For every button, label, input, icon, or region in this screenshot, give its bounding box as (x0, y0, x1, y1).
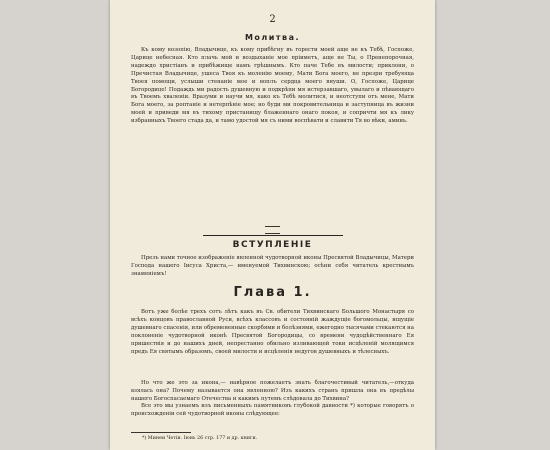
prayer-text: Къ кому возопiю, Владычице, къ кому прибѣгну въ горести моей аще не къ Тебѣ, Госпоже, Царице небесная. Кто плачь мой и воздыханiе мое прiиметъ, аще не Ты, о Пренепорочная, надеждо христiанъ и прибѣжище намъ грѣшнымъ. Кто паче Тебе въ милости; приклони, о Пречистая Владычице, ушеса Твоя къ моленiю моему, Мати Бога моего, не презри требующа Твоея помощи, услыши стенанiе мое и воплъ сердца моего внуши. О, Госпоже, Царице Богородице! Подаждь ми радость душевную и подкрѣпи мя истерзавшаго, увылаго и пѣвающаго въ Твоемъ хваленiи. Вразуми и научи мя, како къ Тебѣ молитися, и неотступи отъ мене, Мати Бога моего, за роптанiе и нетерпѣнiе мое; но буди ми покровительница и заступница въ жизни моей и приведи мя въ тихому пристанищу блаженнаго онаго покоя, и сопричти мя къ лику избранныхъ Твоего стада да, и тамо удостой мя съ ними воспѣвати и славити Тя во вѣки, аминь. (131, 47, 414, 125)
intro-heading: ВСТУПЛЕНIЕ (232, 240, 313, 250)
page-number: 2 (269, 14, 276, 25)
footnote-rule (131, 432, 191, 433)
section-rule (203, 235, 343, 236)
chapter-paragraph: Но что же это за икона,— навѣрное пожелаетъ знать благочестивый читатель,—откуда взялась она? Почему называется она явленною? Изъ какихъ странъ пришла она въ предѣлы нашего Богоспасаемаго Отечества и какимъ путемъ слѣдовала до Тихвина? (131, 380, 414, 402)
book-page (110, 0, 435, 450)
prayer-heading: Молитва. (244, 33, 301, 42)
chapter-paragraph: Вотъ уже болѣе трехъ сотъ лѣтъ какъ въ Св. обители Тихвинскаго Большого Монастыря со всѣхъ концовъ православной Руси, всѣхъ классовъ и состоянiй жаждущiе богомольцы, ищущiе душевнаго спасенiя, или обремененные скорбями и болѣзнями, ежегодно тысячами стекаются на поклоненiе чудотворной иконѣ Пресвятой Богородицы, со времени чудодѣйственнаго Ея пришествiя и до нашихъ дней, непрестанно обильно изливающей токи исцѣленiй молящимся предъ Ея святымъ образомъ, своей милости и исцѣленiя недугов душевныхъ и тѣлесныхъ. (131, 309, 414, 355)
intro-text: Презъ нами точное изображенiе явленной чудотворной иконы Пресвятой Владычицы, Матери Господа нашего Iисуса Христа,— именуемой Тихвинскою; осѣни себя читатель крестнымъ знаменiемъ! (131, 255, 414, 277)
ornament-divider (265, 226, 280, 234)
chapter-paragraph: Все это мы узнаемъ изъ письменныхъ памятниковъ глубокой давности *) которые говорятъ о происхожденiи сей чудотворной иконы слѣдующее: (131, 403, 414, 417)
footnote: *) Минеи Четiи. Iюнь 26 стр. 177 и др. книги. (142, 436, 258, 441)
chapter-heading: Глава 1. (233, 285, 312, 300)
